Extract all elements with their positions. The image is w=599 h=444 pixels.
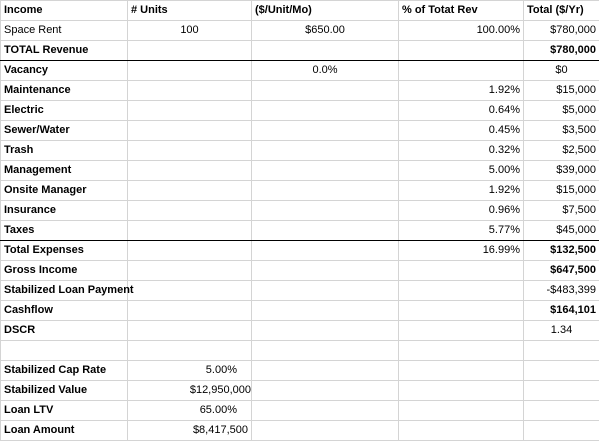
empty-cell[interactable] (399, 341, 524, 361)
expense-label[interactable]: Maintenance (1, 81, 128, 101)
expense-pct[interactable]: 1.92% (399, 81, 524, 101)
valuation-value[interactable]: 65.00% (128, 401, 252, 421)
empty-cell[interactable] (524, 341, 599, 361)
space-rent-total[interactable]: $780,000 (524, 21, 599, 41)
expense-total[interactable]: $7,500 (524, 201, 599, 221)
total-expenses-total[interactable]: $132,500 (524, 241, 599, 261)
empty-cell[interactable] (128, 241, 252, 261)
expense-total[interactable]: $15,000 (524, 181, 599, 201)
empty-cell[interactable] (252, 241, 399, 261)
empty-cell[interactable] (524, 421, 599, 441)
empty-cell[interactable] (252, 41, 399, 61)
empty-cell[interactable] (399, 321, 524, 341)
space-rent-row (1, 21, 599, 41)
empty-cell[interactable] (128, 221, 252, 241)
total-expenses-row (1, 241, 599, 261)
empty-cell[interactable] (128, 301, 252, 321)
expense-label[interactable]: Vacancy (1, 61, 128, 81)
empty-cell[interactable] (399, 301, 524, 321)
empty-cell[interactable] (252, 221, 399, 241)
expense-pct[interactable]: 1.92% (399, 181, 524, 201)
expense-total[interactable]: $5,000 (524, 101, 599, 121)
expense-total[interactable]: $15,000 (524, 81, 599, 101)
empty-cell[interactable] (399, 381, 524, 401)
valuation-label[interactable]: Loan LTV (1, 401, 128, 421)
expense-row (1, 101, 599, 121)
expense-label[interactable]: Taxes (1, 221, 128, 241)
valuation-row (1, 361, 599, 381)
empty-cell[interactable] (252, 161, 399, 181)
expense-pct[interactable]: 5.00% (399, 161, 524, 181)
expense-total[interactable]: $0 (524, 61, 599, 81)
total-expenses-label[interactable]: Total Expenses (1, 241, 128, 261)
total-revenue-row (1, 41, 599, 61)
empty-cell[interactable] (128, 141, 252, 161)
expense-total[interactable]: $45,000 (524, 221, 599, 241)
empty-cell[interactable] (252, 141, 399, 161)
loan-payment-label[interactable]: Stabilized Loan Payment (1, 281, 128, 301)
expense-label[interactable]: Electric (1, 101, 128, 121)
expense-pct[interactable]: 5.77% (399, 221, 524, 241)
total-expenses-pct[interactable]: 16.99% (399, 241, 524, 261)
empty-cell[interactable] (399, 41, 524, 61)
total-revenue-total[interactable]: $780,000 (524, 41, 599, 61)
header-per-unit[interactable]: ($/Unit/Mo) (252, 1, 399, 21)
loan-payment-total[interactable]: -$483,399 (524, 281, 599, 301)
dscr-row (1, 321, 599, 341)
empty-cell[interactable] (128, 61, 252, 81)
empty-cell[interactable] (252, 281, 399, 301)
expense-total[interactable]: $39,000 (524, 161, 599, 181)
expense-label[interactable]: Sewer/Water (1, 121, 128, 141)
empty-cell[interactable] (399, 361, 524, 381)
space-rent-units[interactable]: 100 (128, 21, 252, 41)
empty-cell[interactable] (399, 281, 524, 301)
expense-row (1, 181, 599, 201)
empty-cell[interactable] (252, 81, 399, 101)
expense-row (1, 161, 599, 181)
cashflow-label[interactable]: Cashflow (1, 301, 128, 321)
empty-cell[interactable] (128, 281, 252, 301)
empty-cell[interactable] (128, 201, 252, 221)
total-revenue-label[interactable]: TOTAL Revenue (1, 41, 128, 61)
valuation-row (1, 421, 599, 441)
expense-pct[interactable]: 0.32% (399, 141, 524, 161)
empty-cell[interactable] (399, 261, 524, 281)
expense-total[interactable]: $3,500 (524, 121, 599, 141)
empty-cell[interactable] (128, 101, 252, 121)
expense-label[interactable]: Management (1, 161, 128, 181)
valuation-label[interactable]: Stabilized Cap Rate (1, 361, 128, 381)
empty-cell[interactable] (399, 421, 524, 441)
expense-pct[interactable]: 0.45% (399, 121, 524, 141)
valuation-value[interactable]: $8,417,500 (128, 421, 252, 441)
valuation-label[interactable]: Stabilized Value (1, 381, 128, 401)
dscr-label[interactable]: DSCR (1, 321, 128, 341)
empty-cell[interactable] (128, 261, 252, 281)
expense-pct[interactable] (399, 61, 524, 81)
empty-cell[interactable] (252, 341, 399, 361)
empty-cell[interactable] (252, 381, 399, 401)
empty-cell[interactable] (252, 401, 399, 421)
empty-cell[interactable] (252, 181, 399, 201)
expense-rate[interactable]: 0.0% (252, 61, 399, 81)
expense-label[interactable]: Trash (1, 141, 128, 161)
expense-pct[interactable]: 0.96% (399, 201, 524, 221)
empty-cell[interactable] (128, 41, 252, 61)
expense-row (1, 201, 599, 221)
gross-income-total[interactable]: $647,500 (524, 261, 599, 281)
empty-cell[interactable] (128, 181, 252, 201)
header-pct-rev[interactable]: % of Totat Rev (399, 1, 524, 21)
dscr-total[interactable]: 1.34 (524, 321, 599, 341)
header-income[interactable]: Income (1, 1, 128, 21)
cashflow-row (1, 301, 599, 321)
header-row (1, 1, 599, 21)
valuation-row (1, 381, 599, 401)
empty-cell[interactable] (524, 361, 599, 381)
blank-row (1, 341, 599, 361)
expense-row (1, 61, 599, 81)
expense-row (1, 121, 599, 141)
empty-cell[interactable] (399, 401, 524, 421)
empty-cell[interactable] (128, 161, 252, 181)
empty-cell[interactable] (252, 321, 399, 341)
empty-cell[interactable] (252, 101, 399, 121)
loan-payment-row (1, 281, 599, 301)
gross-income-row (1, 261, 599, 281)
expense-row (1, 81, 599, 101)
empty-cell[interactable] (524, 381, 599, 401)
expense-label[interactable]: Onsite Manager (1, 181, 128, 201)
space-rent-pct[interactable]: 100.00% (399, 21, 524, 41)
empty-cell[interactable] (252, 301, 399, 321)
header-units[interactable]: # Units (128, 1, 252, 21)
expense-total[interactable]: $2,500 (524, 141, 599, 161)
empty-cell[interactable] (252, 421, 399, 441)
valuation-value[interactable]: 5.00% (128, 361, 252, 381)
cashflow-total[interactable]: $164,101 (524, 301, 599, 321)
empty-cell[interactable] (128, 341, 252, 361)
empty-cell[interactable] (252, 201, 399, 221)
space-rent-label[interactable]: Space Rent (1, 21, 128, 41)
expense-label[interactable]: Insurance (1, 201, 128, 221)
valuation-label[interactable]: Loan Amount (1, 421, 128, 441)
empty-cell[interactable] (252, 361, 399, 381)
valuation-value[interactable]: $12,950,000 (128, 381, 252, 401)
expense-row (1, 141, 599, 161)
expense-row (1, 221, 599, 241)
empty-cell[interactable] (1, 341, 128, 361)
gross-income-label[interactable]: Gross Income (1, 261, 128, 281)
space-rent-per-unit[interactable]: $650.00 (252, 21, 399, 41)
empty-cell[interactable] (128, 121, 252, 141)
valuation-row (1, 401, 599, 421)
empty-cell[interactable] (524, 401, 599, 421)
empty-cell[interactable] (128, 81, 252, 101)
empty-cell[interactable] (252, 261, 399, 281)
empty-cell[interactable] (252, 121, 399, 141)
empty-cell[interactable] (128, 321, 252, 341)
expense-pct[interactable]: 0.64% (399, 101, 524, 121)
header-total-yr[interactable]: Total ($/Yr) (524, 1, 599, 21)
